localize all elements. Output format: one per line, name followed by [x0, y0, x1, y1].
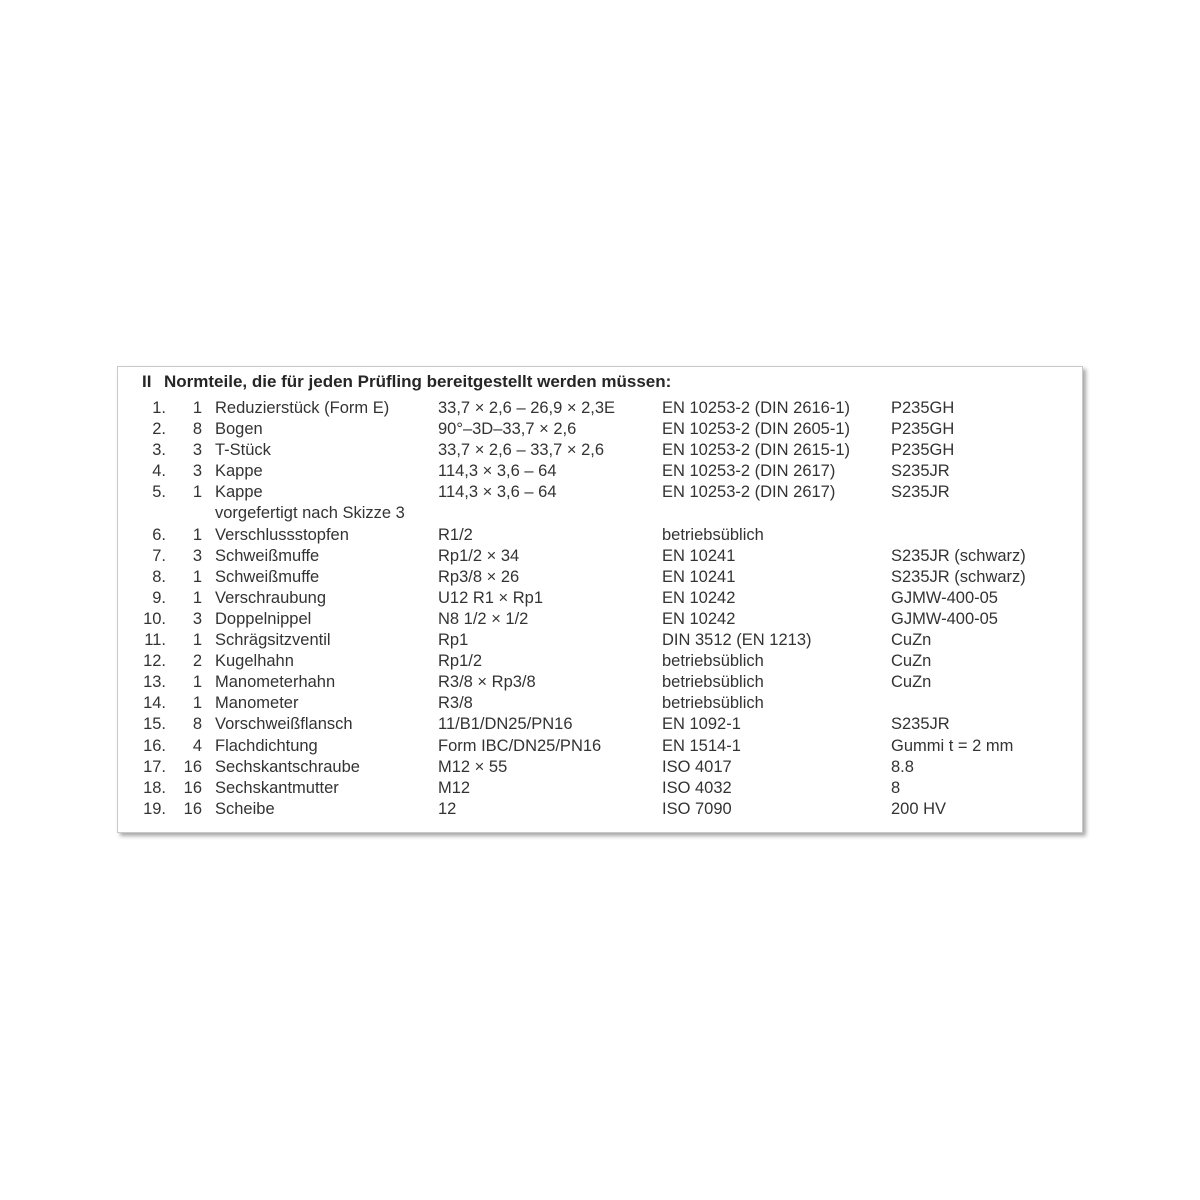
item-name: Flachdichtung — [215, 736, 318, 755]
item-dimension: Rp3/8 × 26 — [438, 567, 520, 586]
table-row — [118, 588, 1082, 609]
item-name: Schrägsitzventil — [215, 631, 331, 650]
item-dimension: 11/B1/DN25/PN16 — [438, 715, 573, 734]
item-quantity: 16 — [183, 778, 202, 797]
item-quantity: 4 — [192, 736, 202, 755]
item-dimension: Rp1/2 — [438, 652, 483, 671]
item-standard: DIN 3512 (EN 1213) — [662, 631, 812, 650]
table-row — [118, 546, 1082, 567]
list-heading — [142, 372, 671, 392]
item-material: GJMW-400-05 — [891, 588, 998, 607]
item-name: Bogen — [215, 420, 263, 439]
item-material: S235JR (schwarz) — [891, 546, 1026, 565]
item-quantity: 1 — [192, 399, 202, 417]
item-standard: EN 1514-1 — [662, 736, 741, 755]
item-standard: betriebsüblich — [662, 673, 764, 692]
item-name: Sechskantschraube — [215, 757, 360, 776]
item-name: T-Stück — [215, 441, 271, 460]
item-material: S235JR — [891, 483, 950, 502]
item-name: Schweißmuffe — [215, 546, 320, 565]
item-standard: EN 10241 — [662, 567, 736, 586]
item-number: 19. — [143, 799, 166, 818]
item-number: 10. — [143, 609, 166, 628]
parts-list-card — [117, 366, 1083, 833]
item-name: Vorschweißflansch — [215, 715, 353, 734]
item-number: 17. — [143, 757, 166, 776]
item-name: Verschlussstopfen — [215, 525, 349, 544]
item-dimension: U12 R1 × Rp1 — [438, 588, 544, 607]
table-row — [118, 651, 1082, 672]
item-quantity: 1 — [192, 588, 202, 607]
item-name: Sechskantmutter — [215, 778, 339, 797]
table-row — [118, 799, 1082, 820]
item-quantity: 8 — [192, 715, 202, 734]
item-material: S235JR (schwarz) — [891, 567, 1026, 586]
item-material: P235GH — [891, 399, 955, 417]
item-standard: EN 10253-2 (DIN 2615-1) — [662, 441, 851, 460]
item-name: Kappe — [215, 483, 263, 502]
item-dimension: 90°–3D–33,7 × 2,6 — [438, 420, 577, 439]
item-dimension: Form IBC/DN25/PN16 — [438, 736, 602, 755]
item-material: S235JR — [891, 462, 950, 481]
item-quantity: 3 — [192, 441, 202, 460]
item-quantity: 3 — [192, 609, 202, 628]
table-row — [118, 778, 1082, 799]
item-standard: ISO 4017 — [662, 757, 732, 776]
table-row — [118, 503, 1082, 524]
item-number: 12. — [143, 652, 166, 671]
table-row — [118, 693, 1082, 714]
item-dimension: 114,3 × 3,6 – 64 — [438, 462, 557, 481]
item-dimension: M12 — [438, 778, 471, 797]
item-number: 3. — [152, 441, 166, 460]
table-row — [118, 609, 1082, 630]
item-name: Verschraubung — [215, 588, 326, 607]
item-standard: EN 10253-2 (DIN 2617) — [662, 462, 836, 481]
item-standard: EN 10242 — [662, 609, 736, 628]
table-row — [118, 482, 1082, 503]
item-quantity: 16 — [183, 757, 202, 776]
item-dimension: N8 1/2 × 1/2 — [438, 609, 529, 628]
item-standard: EN 10253-2 (DIN 2616-1) — [662, 399, 851, 417]
item-number: 14. — [143, 694, 166, 713]
item-material: S235JR — [891, 715, 950, 734]
item-standard: betriebsüblich — [662, 652, 764, 671]
item-quantity: 1 — [192, 567, 202, 586]
item-number: 18. — [143, 778, 166, 797]
item-dimension: 114,3 × 3,6 – 64 — [438, 483, 557, 502]
table-row — [118, 419, 1082, 440]
item-material: 8.8 — [891, 757, 914, 776]
heading-title: Normteile, die für jeden Prüfling bereitgestellt werden müssen: — [164, 372, 672, 391]
item-dimension: R1/2 — [438, 525, 473, 544]
item-number: 8. — [152, 567, 166, 586]
item-number: 9. — [152, 588, 166, 607]
table-row — [118, 440, 1082, 461]
item-material: CuZn — [891, 631, 932, 650]
item-material: 8 — [891, 778, 901, 797]
item-material: P235GH — [891, 441, 955, 460]
item-quantity: 16 — [183, 799, 202, 818]
table-row — [118, 398, 1082, 419]
item-number: 2. — [152, 420, 166, 439]
item-standard: EN 10241 — [662, 546, 736, 565]
item-material: P235GH — [891, 420, 955, 439]
item-quantity: 8 — [192, 420, 202, 439]
item-dimension: 33,7 × 2,6 – 33,7 × 2,6 — [438, 441, 605, 460]
item-quantity: 1 — [192, 631, 202, 650]
item-name: Manometer — [215, 694, 299, 713]
item-number: 5. — [152, 483, 166, 502]
item-standard: EN 10242 — [662, 588, 736, 607]
item-standard: EN 10253-2 (DIN 2617) — [662, 483, 836, 502]
table-row — [118, 525, 1082, 546]
item-dimension: Rp1 — [438, 631, 469, 650]
item-dimension: R3/8 × Rp3/8 — [438, 673, 536, 692]
item-name: vorgefertigt nach Skizze 3 — [215, 504, 405, 523]
item-quantity: 1 — [192, 694, 202, 713]
item-number: 4. — [152, 462, 166, 481]
item-material: CuZn — [891, 652, 932, 671]
item-name: Schweißmuffe — [215, 567, 320, 586]
item-material: Gummi t = 2 mm — [891, 736, 1014, 755]
item-number: 1. — [152, 399, 166, 417]
item-name: Reduzierstück (Form E) — [215, 399, 390, 417]
item-name: Scheibe — [215, 799, 275, 818]
item-dimension: 12 — [438, 799, 457, 818]
table-row — [118, 461, 1082, 482]
item-material: GJMW-400-05 — [891, 609, 998, 628]
item-quantity: 1 — [192, 673, 202, 692]
item-dimension: Rp1/2 × 34 — [438, 546, 520, 565]
item-material: 200 HV — [891, 799, 947, 818]
item-dimension: M12 × 55 — [438, 757, 508, 776]
item-number: 13. — [143, 673, 166, 692]
item-standard: betriebsüblich — [662, 694, 764, 713]
item-standard: EN 10253-2 (DIN 2605-1) — [662, 420, 851, 439]
item-standard: ISO 4032 — [662, 778, 732, 797]
item-standard: EN 1092-1 — [662, 715, 741, 734]
item-name: Kugelhahn — [215, 652, 294, 671]
parts-table — [118, 398, 1082, 820]
item-quantity: 1 — [192, 483, 202, 502]
item-number: 7. — [152, 546, 166, 565]
item-standard: ISO 7090 — [662, 799, 732, 818]
table-row — [118, 757, 1082, 778]
item-number: 15. — [143, 715, 166, 734]
item-dimension: 33,7 × 2,6 – 26,9 × 2,3E — [438, 399, 616, 417]
item-quantity: 2 — [192, 652, 202, 671]
item-material: CuZn — [891, 673, 932, 692]
table-row — [118, 630, 1082, 651]
item-number: 16. — [143, 736, 166, 755]
item-name: Doppelnippel — [215, 609, 312, 628]
table-row — [118, 736, 1082, 757]
heading-roman-numeral: II — [142, 372, 152, 391]
item-quantity: 3 — [192, 546, 202, 565]
item-quantity: 3 — [192, 462, 202, 481]
table-row — [118, 714, 1082, 735]
item-quantity: 1 — [192, 525, 202, 544]
item-dimension: R3/8 — [438, 694, 473, 713]
item-number: 6. — [152, 525, 166, 544]
table-row — [118, 567, 1082, 588]
item-standard: betriebsüblich — [662, 525, 764, 544]
item-name: Kappe — [215, 462, 263, 481]
item-number: 11. — [144, 631, 166, 650]
table-row — [118, 672, 1082, 693]
item-name: Manometerhahn — [215, 673, 336, 692]
